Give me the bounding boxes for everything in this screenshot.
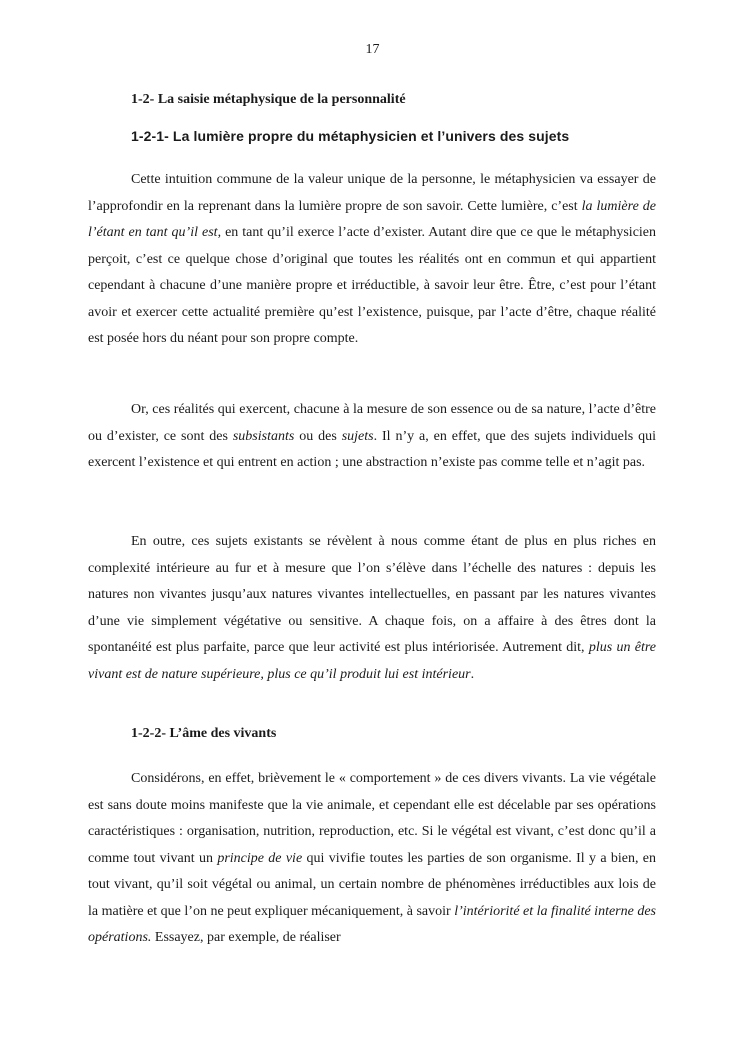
paragraph-3-text-a: En outre, ces sujets existants se révèlent à nous comme étant de plus en plus riches en complexité intérieure au fur et à mesure que l’on s’élève dans l’échelle des natures : depuis les natures non vivantes jusqu’aux natures vivantes intellectuelles, en passant par les natures vivantes d’une vie simplement végétative ou sensitive. A chaque fois, on a affaire à des êtres dont la spontanéité est plus parfaite, parce que leur activité est plus intériorisée. Autrement dit, [88,534,656,655]
paragraph-4-text-a: Considérons, en effet, brièvement le « comportement » de ces divers vivants. La vie végétale est sans doute moins manifeste que la vie animale, et cependant elle est décelable par ses opérations caractéristiques : organisation, nutrition, reproduction, etc. Si le végétal est vivant, c’est donc qu’il a comme tout vivant un [88,771,656,866]
paragraph-2-text-a: Or, ces réalités qui exercent, chacune à la mesure de son essence ou de sa nature, l’acte d’être ou d’exister, ce sont des [88,402,656,444]
paragraph-4-italic-interiorite: l’intériorité et la finalité interne des opérations. [88,903,657,945]
paragraph-1-text-a: Cette intuition commune de la valeur unique de la personne, le métaphysicien va essayer de l’approfondir en la reprenant dans la lumière propre de son savoir. Cette lumière, c’est [88,172,656,214]
page-number: 17 [365,42,380,57]
paragraph-4-text-e: Essayez, par exemple, de réaliser [151,930,341,945]
paragraph-4-italic-principe: principe de vie [217,850,303,866]
paragraph-3-text-c: . [470,666,475,682]
paragraph-4 [88,766,656,952]
paragraph-1-text-c: , en tant qu’il exerce l’acte d’exister. Autant dire que ce que le métaphysicien perçoit, c’est ce quelque chose d’original que toutes les réalités ont en commun et qui appartient cependant à chacune d’une manière propre et irréductible, à savoir leur être. Être, c’est pour l’étant avoir et exercer cette actualité première qu’est l’existence, puisque, par l’acte d’être, chaque réalité est posée hors du néant pour son propre compte. [88,225,657,346]
paragraph-3 [88,529,656,688]
paragraph-2-italic-subsistants: subsistants [232,428,295,444]
paragraph-2-italic-sujets: sujets [341,428,374,444]
paragraph-1-italic: la lumière de l’étant en tant qu’il est [88,198,656,240]
paragraph-2 [88,397,656,477]
paragraph-2-text-e: . Il n’y a, en effet, que des sujets individuels qui exercent l’existence et qui entrent en action ; une abstraction n’existe pas comme telle et n’agit pas. [88,428,657,470]
section-heading-1-2-2: 1-2-2- L’âme des vivants [131,726,277,741]
paragraph-3-italic: plus un être vivant est de nature supérieure, plus ce qu’il produit lui est intérieur [88,640,656,682]
paragraph-2-text-c: ou des [294,428,342,444]
paragraph-4-text-c: qui vivifie toutes les parties de son organisme. Il y a bien, en tout vivant, qu’il soit végétal ou animal, un certain nombre de phénomènes irréductibles aux lois de la matière et que l’on ne peut expliquer mécaniquement, à savoir [88,850,657,919]
section-heading-1-2-1: 1-2-1- La lumière propre du métaphysicien et l’univers des sujets [131,128,570,144]
paragraph-1 [88,167,656,353]
section-heading-1-2: 1-2- La saisie métaphysique de la personnalité [131,92,406,107]
